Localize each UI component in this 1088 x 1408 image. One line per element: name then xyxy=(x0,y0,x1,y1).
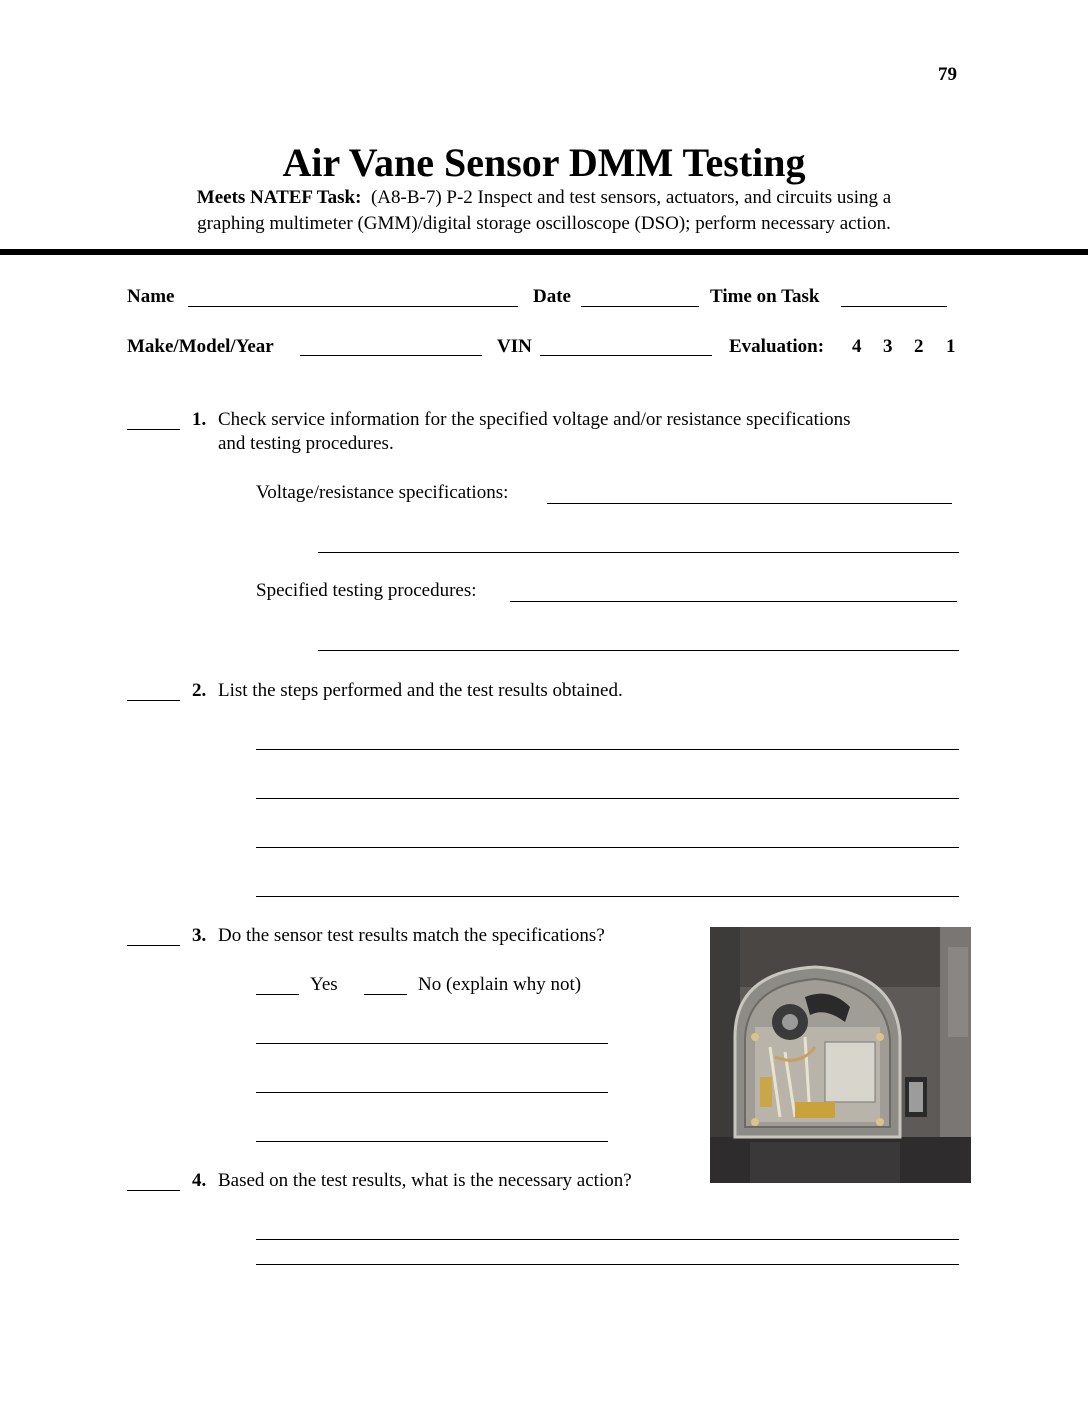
natef-task-line1 xyxy=(0,186,1088,210)
step-3-answer-line[interactable] xyxy=(256,1141,608,1142)
step-4-text: Based on the test results, what is the necessary action? xyxy=(218,1170,632,1191)
make-model-year-label: Make/Model/Year xyxy=(127,336,274,357)
step-3-text: Do the sensor test results match the specifications? xyxy=(218,925,605,946)
step-2-checkbox[interactable] xyxy=(127,700,180,701)
step-1-text-cont: and testing procedures. xyxy=(218,433,394,454)
testing-procedures-line-2[interactable] xyxy=(318,650,959,651)
evaluation-score-4[interactable]: 4 xyxy=(852,336,862,357)
natef-task-text1: (A8-B-7) P-2 Inspect and test sensors, actuators, and circuits using a xyxy=(370,187,892,208)
voltage-spec-line-2[interactable] xyxy=(318,552,959,553)
testing-procedures-label: Specified testing procedures: xyxy=(256,580,477,601)
step-2-answer-line[interactable] xyxy=(256,847,959,848)
step-3-checkbox[interactable] xyxy=(127,945,180,946)
page-number: 79 xyxy=(938,64,957,85)
step-2-answer-line[interactable] xyxy=(256,896,959,897)
vin-label: VIN xyxy=(497,336,532,357)
name-label: Name xyxy=(127,286,175,307)
name-field[interactable] xyxy=(188,306,518,307)
natef-task-label: Meets NATEF Task: xyxy=(196,187,362,208)
date-label: Date xyxy=(533,286,571,307)
evaluation-score-1[interactable]: 1 xyxy=(946,336,956,357)
no-label: No (explain why not) xyxy=(418,974,582,995)
air-vane-sensor-illustration xyxy=(710,927,971,1183)
yes-label: Yes xyxy=(310,974,338,995)
yes-blank[interactable] xyxy=(256,994,299,995)
step-1-number: 1. xyxy=(192,409,207,430)
step-2-text: List the steps performed and the test results obtained. xyxy=(218,680,623,701)
evaluation-score-2[interactable]: 2 xyxy=(914,336,924,357)
testing-procedures-line[interactable] xyxy=(510,601,957,602)
page-title: Air Vane Sensor DMM Testing xyxy=(282,140,806,185)
step-4-answer-line[interactable] xyxy=(256,1264,959,1265)
step-1-text: Check service information for the specified voltage and/or resistance specifications xyxy=(218,409,851,430)
air-vane-sensor-photo xyxy=(710,927,971,1183)
header-divider xyxy=(0,249,1088,255)
step-4-number: 4. xyxy=(192,1170,207,1191)
evaluation-label: Evaluation: xyxy=(729,336,825,357)
step-2-answer-line[interactable] xyxy=(256,798,959,799)
time-on-task-label: Time on Task xyxy=(710,286,820,307)
voltage-spec-line[interactable] xyxy=(547,503,952,504)
vin-field[interactable] xyxy=(540,355,712,356)
step-3-answer-line[interactable] xyxy=(256,1092,608,1093)
step-3-number: 3. xyxy=(192,925,207,946)
step-2-number: 2. xyxy=(192,680,207,701)
time-on-task-field[interactable] xyxy=(841,306,947,307)
natef-task-text2: graphing multimeter (GMM)/digital storage oscilloscope (DSO); perform necessary action. xyxy=(197,213,891,234)
step-2-answer-line[interactable] xyxy=(256,749,959,750)
step-4-answer-line[interactable] xyxy=(256,1239,959,1240)
date-field[interactable] xyxy=(581,306,699,307)
no-blank[interactable] xyxy=(364,994,407,995)
make-model-year-field[interactable] xyxy=(300,355,482,356)
evaluation-score-3[interactable]: 3 xyxy=(883,336,893,357)
step-1-checkbox[interactable] xyxy=(127,429,180,430)
voltage-spec-label: Voltage/resistance specifications: xyxy=(256,482,509,503)
step-4-checkbox[interactable] xyxy=(127,1190,180,1191)
step-3-answer-line[interactable] xyxy=(256,1043,608,1044)
